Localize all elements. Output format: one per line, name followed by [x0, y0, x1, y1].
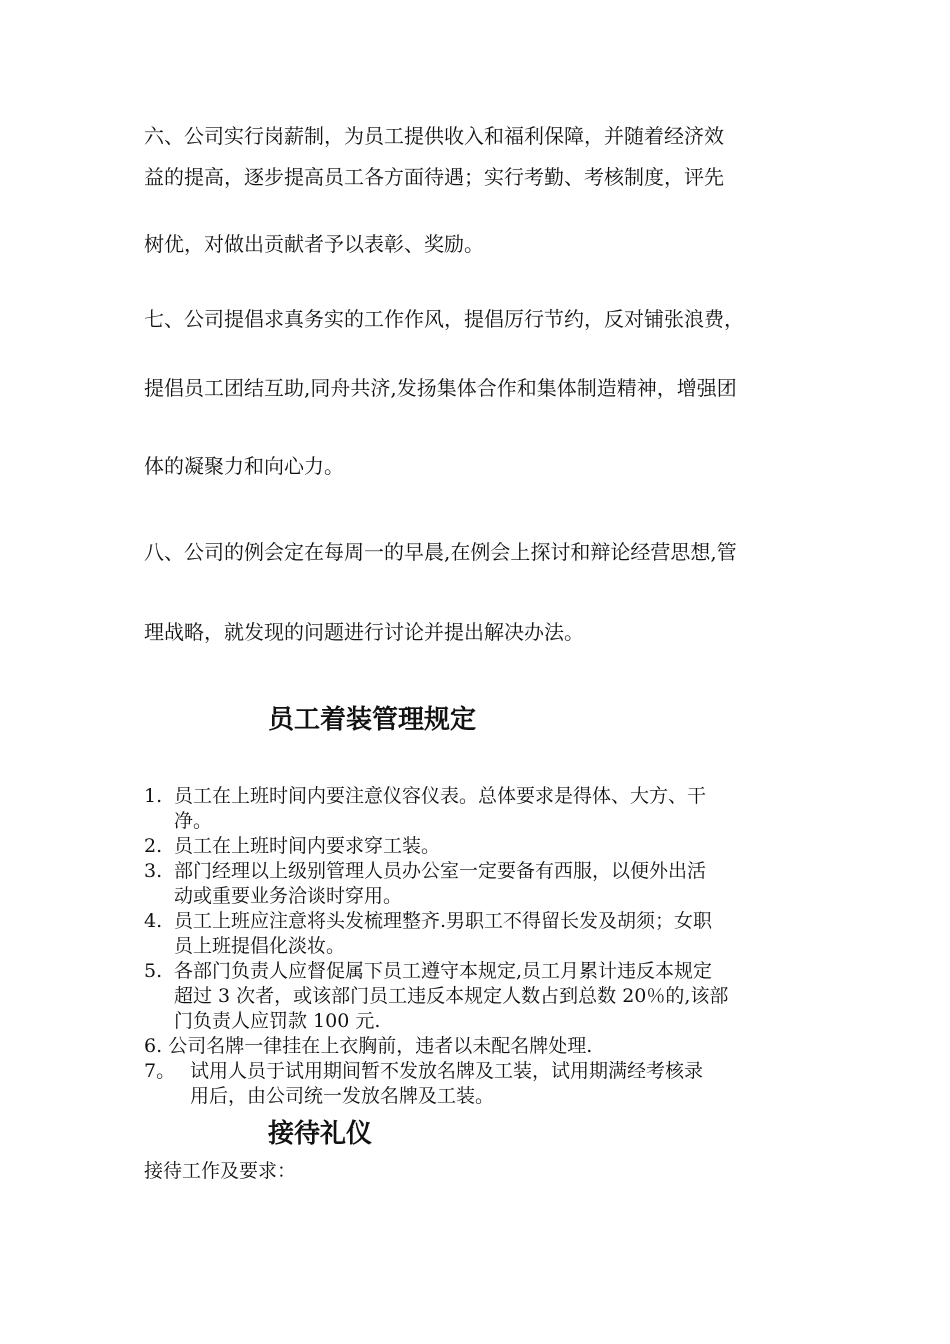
- list-item-text: 部门经理以上级别管理人员办公室一定要备有西服，以便外出活: [174, 860, 707, 882]
- list-item: [144, 784, 824, 834]
- list-item-text: 员工在上班时间内要注意仪容仪表。总体要求是得体、大方、干: [174, 785, 707, 807]
- list-item-text: 净。: [174, 810, 213, 832]
- list-item: [144, 959, 824, 1034]
- list-item: [144, 1059, 824, 1109]
- paragraph-8-line-2: 理战略，就发现的问题进行讨论并提出解决办法。: [144, 620, 584, 644]
- list-item-text: 超过 3 次者，或该部门员工违反本规定人数占到总数 20％的,该部: [174, 985, 729, 1007]
- list-item: [144, 859, 824, 909]
- list-item-text: 员上班提倡化淡妆。: [174, 935, 346, 957]
- list-item-number: 3.: [144, 860, 163, 882]
- list-item-text: 门负责人应罚款 100 元.: [174, 1010, 381, 1032]
- list-item-text: 用后，由公司统一发放名牌及工装。: [190, 1085, 495, 1107]
- list-item-number: 4.: [144, 910, 163, 932]
- list-item: [144, 834, 824, 859]
- list-item-text: 公司名牌一律挂在上衣胸前，违者以未配名牌处理.: [168, 1035, 593, 1057]
- list-item: [144, 1034, 824, 1059]
- list-item-number: 2.: [144, 835, 163, 857]
- paragraph-6-line-2: 益的提高，逐步提高员工各方面待遇；实行考勤、考核制度，评先: [144, 165, 724, 189]
- list-item-number: 6.: [144, 1035, 163, 1057]
- list-item-text: 各部门负责人应督促属下员工遵守本规定,员工月累计违反本规定: [174, 960, 713, 982]
- list-item: [144, 909, 824, 959]
- dress-code-list: [144, 784, 824, 1109]
- list-item-text: 员工在上班时间内要求穿工装。: [174, 835, 441, 857]
- list-item-text: 试用人员于试用期间暂不发放名牌及工装，试用期满经考核录: [190, 1060, 704, 1082]
- list-item-text: 动或重要业务洽谈时穿用。: [174, 885, 403, 907]
- dress-code-title: 员工着装管理规定: [268, 705, 477, 735]
- paragraph-8-line-1: 八、公司的例会定在每周一的早晨,在例会上探讨和辩论经营思想,管: [144, 540, 737, 564]
- paragraph-7-line-2: 提倡员工团结互助,同舟共济,发扬集体合作和集体制造精神，增强团: [144, 376, 737, 400]
- reception-title: 接待礼仪: [268, 1119, 373, 1149]
- list-item-number: 5.: [144, 960, 163, 982]
- list-item-number: 1.: [144, 785, 163, 807]
- list-item-text: 员工上班应注意将头发梳理整齐.男职工不得留长发及胡须；女职: [174, 910, 713, 932]
- list-item-number: 7。: [144, 1060, 176, 1082]
- paragraph-6-line-1: 六、公司实行岗薪制，为员工提供收入和福利保障，并随着经济效: [144, 124, 724, 148]
- reception-intro: 接待工作及要求：: [144, 1160, 297, 1182]
- paragraph-7-line-3: 体的凝聚力和向心力。: [144, 454, 344, 478]
- paragraph-6-line-3: 树优，对做出贡献者予以表彰、奖励。: [144, 232, 484, 256]
- paragraph-7-line-1: 七、公司提倡求真务实的工作作风，提倡厉行节约，反对铺张浪费，: [144, 307, 744, 331]
